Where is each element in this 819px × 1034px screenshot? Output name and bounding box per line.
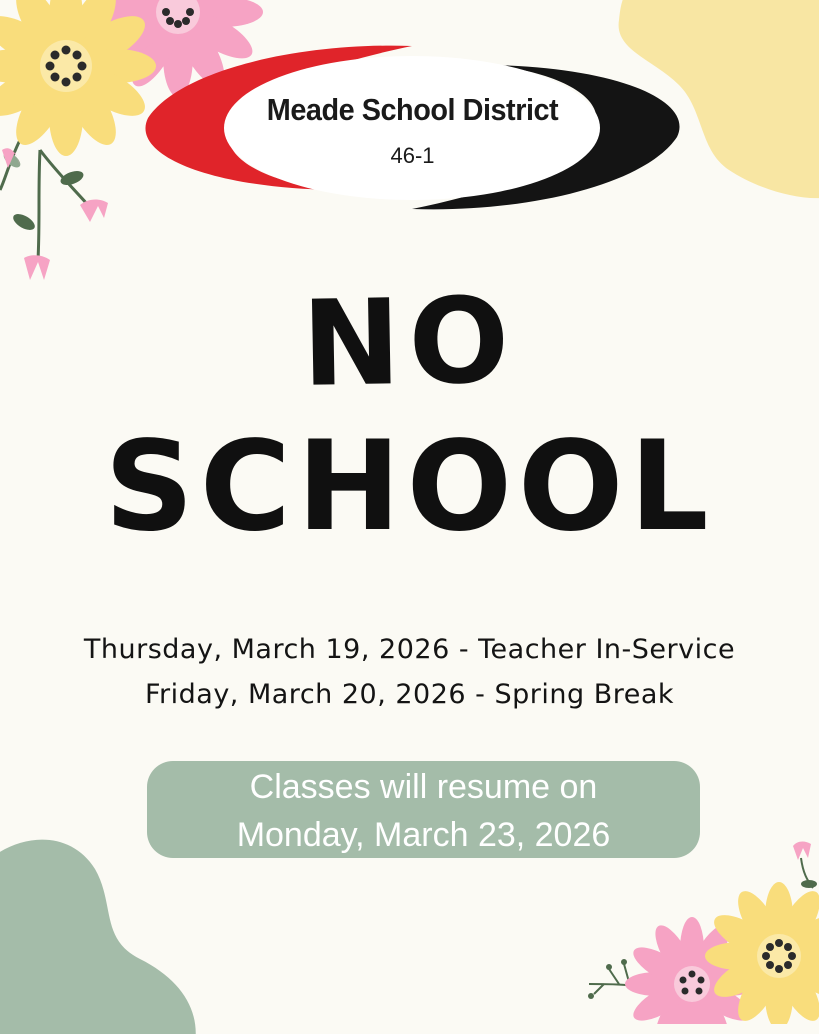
date-line-friday: Friday, March 20, 2026 - Spring Break — [144, 679, 675, 710]
district-number: 46-1 — [390, 143, 435, 168]
resume-banner — [147, 761, 700, 858]
flowers-bottom-right-decoration — [579, 834, 819, 1024]
headline-line-2: SCHOOL — [104, 415, 715, 559]
flower-bud-decoration — [789, 838, 819, 898]
headline-line-1: NO — [300, 271, 519, 413]
district-logo — [140, 40, 685, 215]
district-name: Meade School District — [266, 92, 559, 127]
resume-line-1: Classes will resume on — [249, 768, 598, 806]
green-blob-decoration — [0, 829, 205, 1034]
date-line-thursday: Thursday, March 19, 2026 - Teacher In-Service — [83, 634, 736, 665]
resume-line-2: Monday, March 23, 2026 — [236, 816, 611, 854]
